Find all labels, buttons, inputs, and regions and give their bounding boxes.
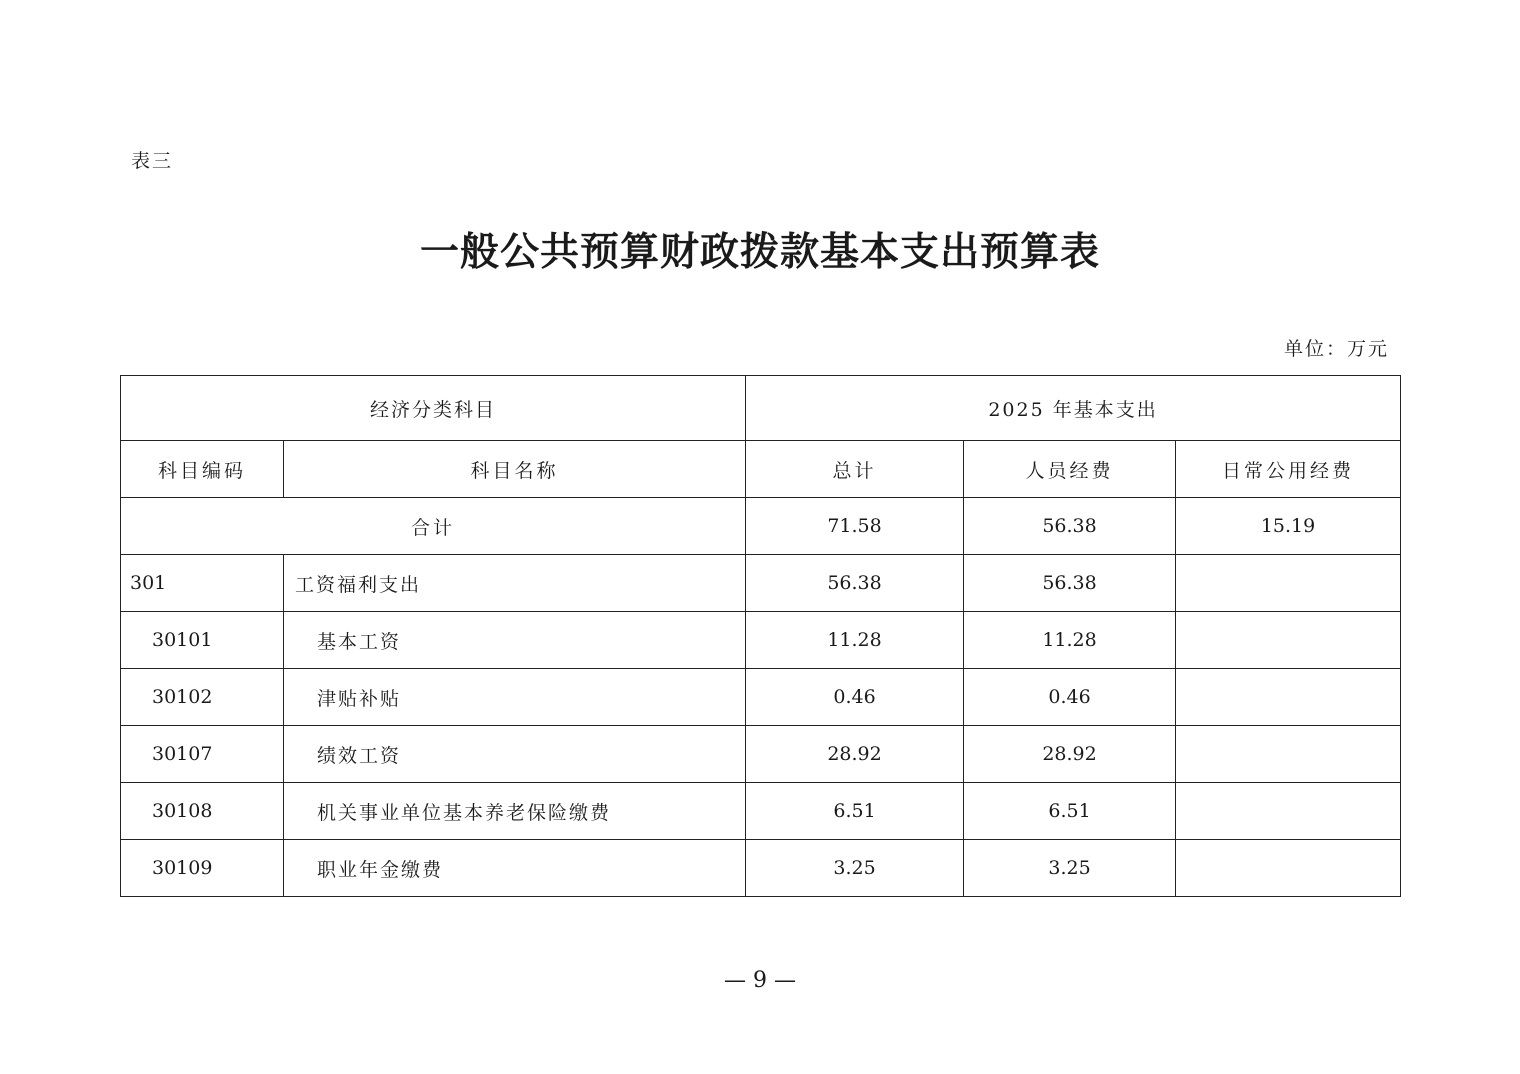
row-total: 3.25	[746, 840, 964, 897]
row-code: 30101	[121, 612, 284, 669]
row-total: 11.28	[746, 612, 964, 669]
row-daily	[1176, 612, 1401, 669]
row-name: 工资福利支出	[284, 555, 746, 612]
row-code: 30107	[121, 726, 284, 783]
total-row-daily: 15.19	[1176, 498, 1401, 555]
column-header-name: 科目名称	[284, 441, 746, 498]
row-total: 6.51	[746, 783, 964, 840]
row-personnel: 0.46	[964, 669, 1176, 726]
column-header-code: 科目编码	[121, 441, 284, 498]
row-code: 301	[121, 555, 284, 612]
row-name: 职业年金缴费	[284, 840, 746, 897]
row-total: 28.92	[746, 726, 964, 783]
row-daily	[1176, 555, 1401, 612]
unit-label: 单位：万元	[1283, 338, 1389, 360]
page-title: 一般公共预算财政拨款基本支出预算表	[419, 229, 1100, 275]
column-header-daily: 日常公用经费	[1176, 441, 1401, 498]
row-personnel: 56.38	[964, 555, 1176, 612]
row-daily	[1176, 669, 1401, 726]
row-personnel: 11.28	[964, 612, 1176, 669]
row-daily	[1176, 726, 1401, 783]
budget-table	[120, 375, 1401, 897]
row-name: 机关事业单位基本养老保险缴费	[284, 783, 746, 840]
column-header-personnel: 人员经费	[964, 441, 1176, 498]
table-label: 表三	[131, 150, 174, 172]
row-total: 0.46	[746, 669, 964, 726]
table-row	[121, 669, 1401, 726]
row-daily	[1176, 840, 1401, 897]
table-row	[121, 612, 1401, 669]
group-header-basic-expenditure: 2025 年基本支出	[746, 376, 1401, 441]
group-header-economic-category: 经济分类科目	[121, 376, 746, 441]
row-total: 56.38	[746, 555, 964, 612]
row-personnel: 6.51	[964, 783, 1176, 840]
row-code: 30108	[121, 783, 284, 840]
table-row	[121, 783, 1401, 840]
page-number: — 9 —	[724, 968, 796, 993]
row-code: 30109	[121, 840, 284, 897]
table-row	[121, 726, 1401, 783]
column-header-row	[121, 441, 1401, 498]
table-row	[121, 840, 1401, 897]
total-row-personnel: 56.38	[964, 498, 1176, 555]
table-row	[121, 555, 1401, 612]
total-row-total: 71.58	[746, 498, 964, 555]
row-personnel: 3.25	[964, 840, 1176, 897]
row-code: 30102	[121, 669, 284, 726]
total-row-label: 合计	[121, 498, 746, 555]
total-row	[121, 498, 1401, 555]
group-header-row	[121, 376, 1401, 441]
row-personnel: 28.92	[964, 726, 1176, 783]
row-name: 绩效工资	[284, 726, 746, 783]
row-daily	[1176, 783, 1401, 840]
column-header-total: 总计	[746, 441, 964, 498]
row-name: 基本工资	[284, 612, 746, 669]
row-name: 津贴补贴	[284, 669, 746, 726]
